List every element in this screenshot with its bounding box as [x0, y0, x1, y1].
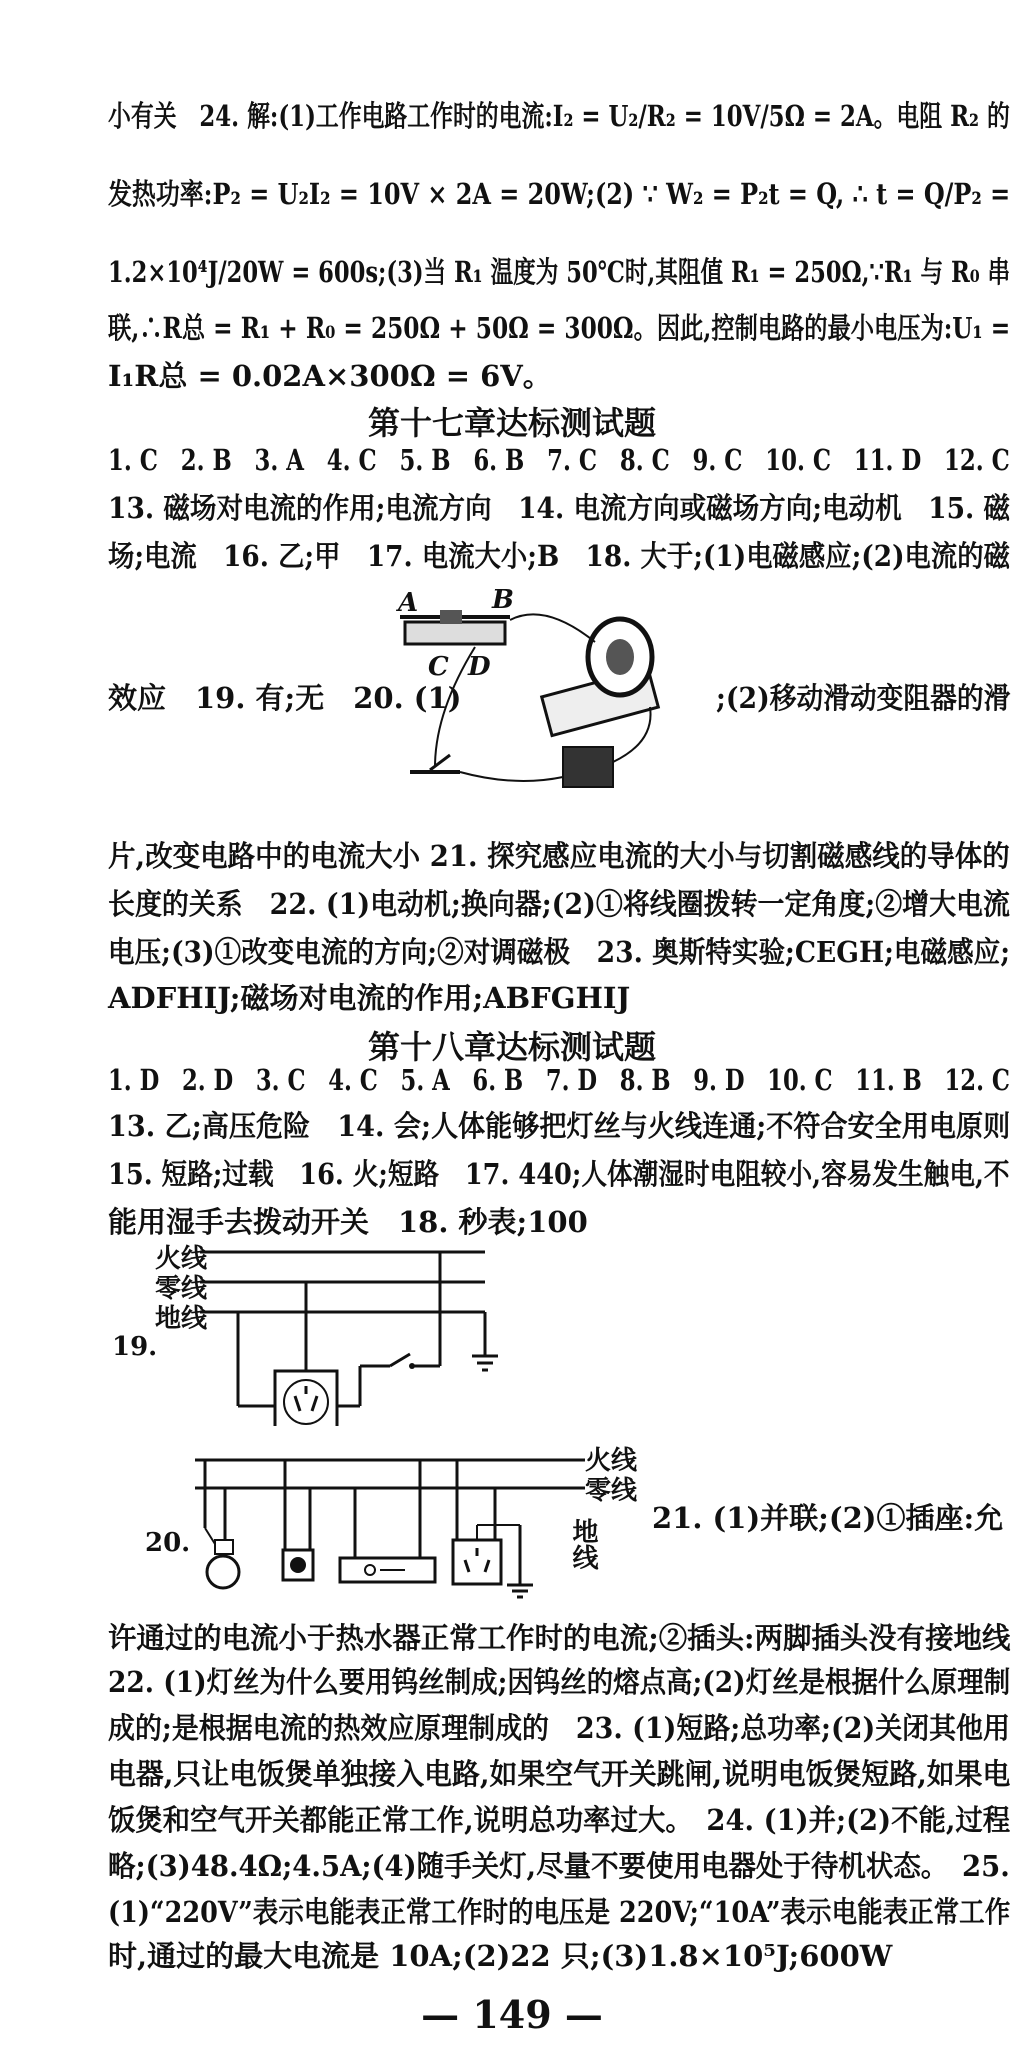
- circuit-label-b: B: [492, 585, 514, 615]
- answer-line: ;(2)移动滑动变阻器的滑: [716, 681, 1011, 715]
- answer-line: 1. D 2. D 3. C 4. C 5. A 6. B 7. D 8. B 9. D 10. C 11. B 12. C: [108, 1063, 1010, 1097]
- text-line: 1.2×10⁴J/20W = 600s;(3)当 R₁ 温度为 50℃时,其阻值 R₁ = 250Ω,∵R₁ 与 R₀ 串: [108, 255, 1011, 289]
- fig19-live-label: 火线: [155, 1244, 208, 1274]
- answer-line: 能用湿手去拨动开关 18. 秒表;100: [108, 1205, 588, 1239]
- fig19-earth-label: 地线: [155, 1304, 208, 1334]
- answer-line: 22. (1)灯丝为什么要用钨丝制成;因钨丝的熔点高;(2)灯丝是根据什么原理制: [108, 1665, 1011, 1699]
- answer-line: 长度的关系 22. (1)电动机;换向器;(2)①将线圈拨转一定角度;②增大电流: [108, 887, 1010, 921]
- answer-line: (1)“220V”表示电能表正常工作时的电压是 220V;“10A”表示电能表正常工作: [108, 1895, 1011, 1929]
- chapter-17-title: 第十七章达标测试题: [367, 404, 656, 442]
- fig20-earth-label: 地线: [568, 1518, 598, 1570]
- answer-line: ADFHIJ;磁场对电流的作用;ABFGHIJ: [108, 981, 631, 1015]
- answer-line: 21. (1)并联;(2)①插座:允: [652, 1501, 1004, 1535]
- fig20-neutral-label: 零线: [585, 1476, 638, 1506]
- answer-line: 电压;(3)①改变电流的方向;②对调磁极 23. 奥斯特实验;CEGH;电磁感应;: [108, 935, 1011, 969]
- circuit-label-d: D: [468, 652, 491, 682]
- text-line: 发热功率:P₂ = U₂I₂ = 10V × 2A = 20W;(2) ∵ W₂ = P₂t = Q, ∴ t = Q/P₂ =: [108, 177, 1011, 211]
- answer-line: 13. 乙;高压危险 14. 会;人体能够把灯丝与火线连通;不符合安全用电原则: [108, 1109, 1011, 1143]
- answer-line: 饭煲和空气开关都能正常工作,说明总功率过大。 24. (1)并;(2)不能,过程: [108, 1803, 1011, 1837]
- circuit-label-a: A: [398, 588, 419, 618]
- answer-line: 许通过的电流小于热水器正常工作时的电流;②插头:两脚插头没有接地线: [108, 1621, 1011, 1655]
- fig20-wiring-diagram: [195, 1440, 595, 1600]
- fig20-live-label: 火线: [585, 1446, 638, 1476]
- chapter-18-title: 第十八章达标测试题: [367, 1028, 656, 1066]
- page-number: — 149 —: [421, 1992, 603, 2037]
- answer-line: 成的;是根据电流的热效应原理制成的 23. (1)短路;总功率;(2)关闭其他用: [108, 1711, 1010, 1745]
- circuit-label-c: C: [428, 652, 449, 682]
- answer-line: 1. C 2. B 3. A 4. C 5. B 6. B 7. C 8. C 9. C 10. C 11. D 12. C: [108, 443, 1010, 477]
- answer-line: 13. 磁场对电流的作用;电流方向 14. 电流方向或磁场方向;电动机 15. 磁: [108, 491, 1011, 525]
- text-line: 联,∴R总 = R₁ + R₀ = 250Ω + 50Ω = 300Ω。因此,控制电路的最小电压为:U₁ =: [108, 311, 1011, 345]
- fig19-number: 19.: [112, 1332, 158, 1362]
- fig19-wiring-diagram: [200, 1236, 520, 1426]
- answer-line: 电器,只让电饭煲单独接入电路,如果空气开关跳闸,说明电饭煲短路,如果电: [108, 1757, 1011, 1791]
- text-line: 小有关 24. 解:(1)工作电路工作时的电流:I₂ = U₂/R₂ = 10V/5Ω = 2A。电阻 R₂ 的: [108, 99, 1010, 133]
- answer-line: 效应 19. 有;无 20. (1): [108, 681, 462, 715]
- answer-line: 场;电流 16. 乙;甲 17. 电流大小;B 18. 大于;(1)电磁感应;(2)电流的磁: [108, 539, 1010, 573]
- answer-line: 15. 短路;过载 16. 火;短路 17. 440;人体潮湿时电阻较小,容易发生触电,不: [108, 1157, 1010, 1191]
- fig20-number: 20.: [145, 1528, 191, 1558]
- text-line: I₁R总 = 0.02A×300Ω = 6V。: [108, 359, 552, 393]
- fig19-neutral-label: 零线: [155, 1274, 208, 1304]
- answer-line: 时,通过的最大电流是 10A;(2)22 只;(3)1.8×10⁵J;600W: [108, 1939, 893, 1973]
- answer-line: 片,改变电路中的电流大小 21. 探究感应电流的大小与切割磁感线的导体的: [108, 839, 1010, 873]
- answer-line: 略;(3)48.4Ω;4.5A;(4)随手关灯,尽量不要使用电器处于待机状态。 25.: [108, 1849, 1010, 1883]
